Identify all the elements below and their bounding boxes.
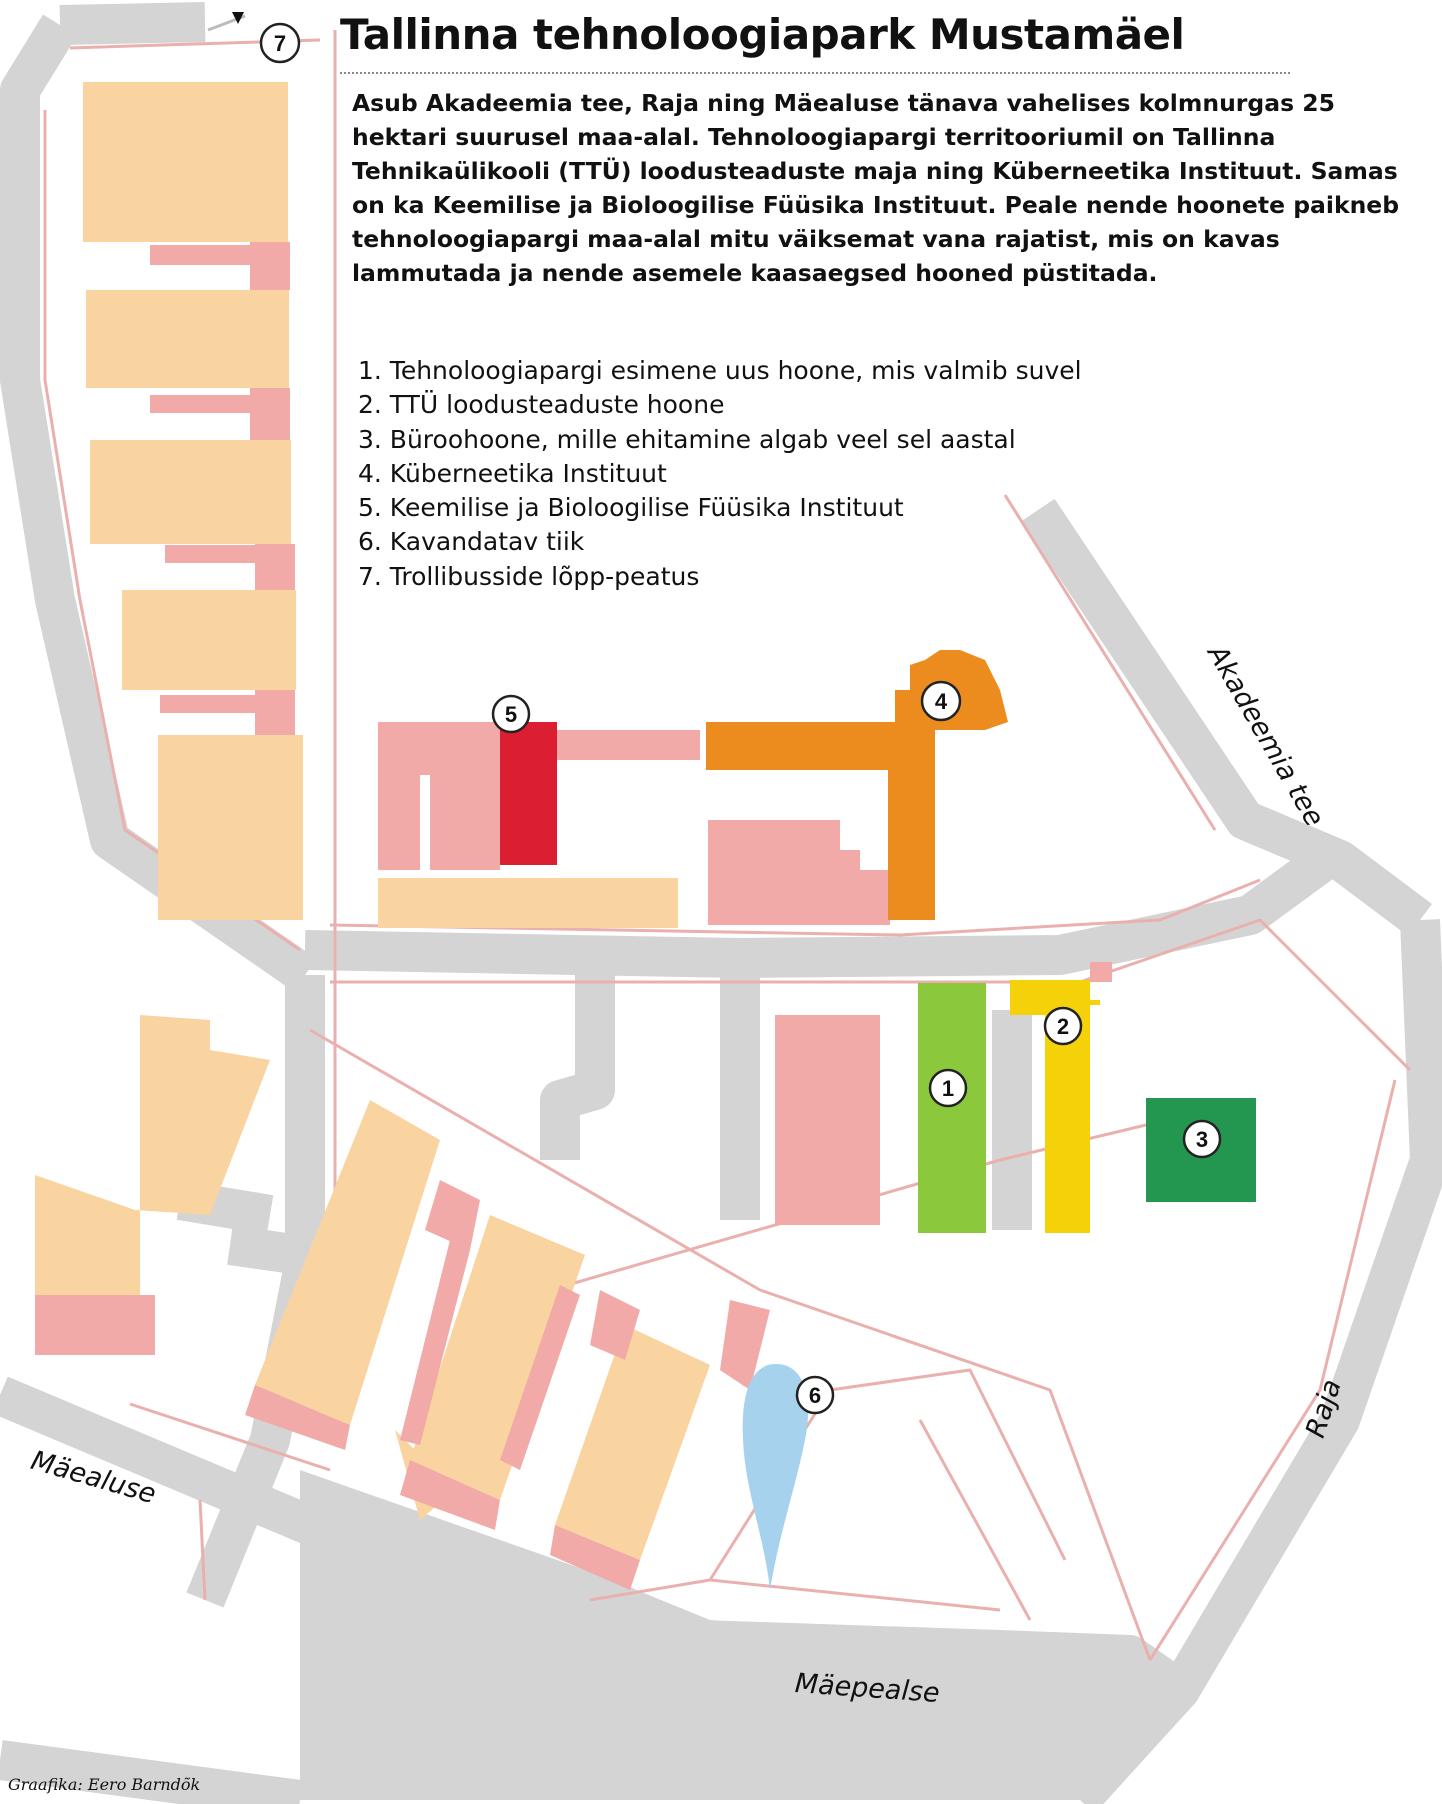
marker-label: 4 [934, 689, 948, 714]
street-label-maealuse: Mäealuse [27, 1445, 160, 1511]
existing-building [255, 544, 295, 590]
existing-building [255, 690, 295, 735]
legend-item-3: 3. Büroohoone, mille ehitamine algab veel sel aastal [358, 424, 1016, 454]
marker-label: 1 [941, 1076, 955, 1101]
existing-building [35, 1295, 155, 1355]
legend-item-4: 4. Küberneetika Instituut [358, 458, 667, 488]
intro-text: Asub Akadeemia tee, Raja ning Mäealuse tänava vahelises kolmnurgas 25 hektari suurusel maa-alal. Tehnoloogiapargi territooriumil on Tallinna Tehnikaülikooli (TTÜ) loodusteaduste maja ning Küberneetika Instituut. Samas on ka Keemilise ja Bioloogilise Füüsika Instituut. Peale nende hoonete paikneb tehnoloogiapargi maa-alal mitu väiksemat vana rajatist, mis on kavas lammutada ja nende asemele kaasaegsed hooned püstitada. [352, 89, 1400, 287]
legend-item-6: 6. Kavandatav tiik [358, 527, 585, 557]
residential-block [378, 878, 678, 928]
existing-building [160, 695, 260, 713]
street-label-akadeemia: Akadeemia tee [1201, 640, 1330, 832]
legend-item-1: 1. Tehnoloogiapargi esimene uus hoone, mis valmib suvel [358, 356, 1082, 385]
graphics-credit: Graafika: Eero Barndõk [8, 1775, 201, 1794]
building-5 [500, 722, 557, 865]
existing-building [447, 795, 472, 860]
legend-item-2: 2. TTÜ loodusteaduste hoone [358, 390, 725, 420]
legend-list [358, 354, 1082, 594]
existing-building [775, 1015, 880, 1225]
marker-6 [797, 1377, 833, 1413]
residential-block [86, 290, 289, 388]
marker-label: 2 [1056, 1014, 1070, 1039]
marker-label: 6 [808, 1383, 822, 1408]
residential-block [83, 82, 288, 242]
title-divider [340, 72, 1290, 74]
existing-building [1090, 962, 1112, 982]
marker-7 [261, 24, 299, 62]
street-label-raja: Raja [1300, 1375, 1348, 1442]
legend-item-7: 7. Trollibusside lõpp-peatus [358, 561, 700, 591]
existing-building [708, 820, 890, 925]
residential-block [555, 1325, 710, 1560]
marker-label: 5 [504, 702, 518, 727]
street-label-maepealse: Mäepealse [793, 1668, 941, 1710]
marker-3 [1184, 1121, 1220, 1157]
residential-block [158, 735, 303, 920]
road-north-edge [60, 22, 205, 25]
marker-1 [930, 1070, 966, 1106]
existing-building [250, 388, 290, 440]
road-connector-mid [230, 1245, 300, 1255]
edge-curve-1 [920, 1420, 1030, 1620]
existing-building [150, 245, 255, 265]
edge-service-1 [550, 1100, 1250, 1290]
residential-block [35, 1015, 270, 1330]
road-spur-1 [560, 965, 595, 1160]
legend-item-5: 5. Keemilise ja Bioloogilise Füüsika Instituut [358, 493, 904, 523]
existing-building [250, 242, 290, 290]
page-title: Tallinna tehnoloogiapark Mustamäel [340, 10, 1185, 59]
marker-label: 7 [273, 31, 287, 56]
marker-label: 3 [1195, 1127, 1209, 1152]
marker-2 [1045, 1008, 1081, 1044]
existing-building [150, 395, 255, 413]
residential-block [122, 590, 296, 690]
existing-building [165, 545, 260, 563]
residential-block [90, 440, 291, 544]
existing-building [425, 1180, 480, 1250]
road-akadeemia [1038, 510, 1420, 920]
building-1 [918, 983, 986, 1233]
marker-5 [493, 696, 529, 732]
marker-4 [922, 682, 960, 720]
